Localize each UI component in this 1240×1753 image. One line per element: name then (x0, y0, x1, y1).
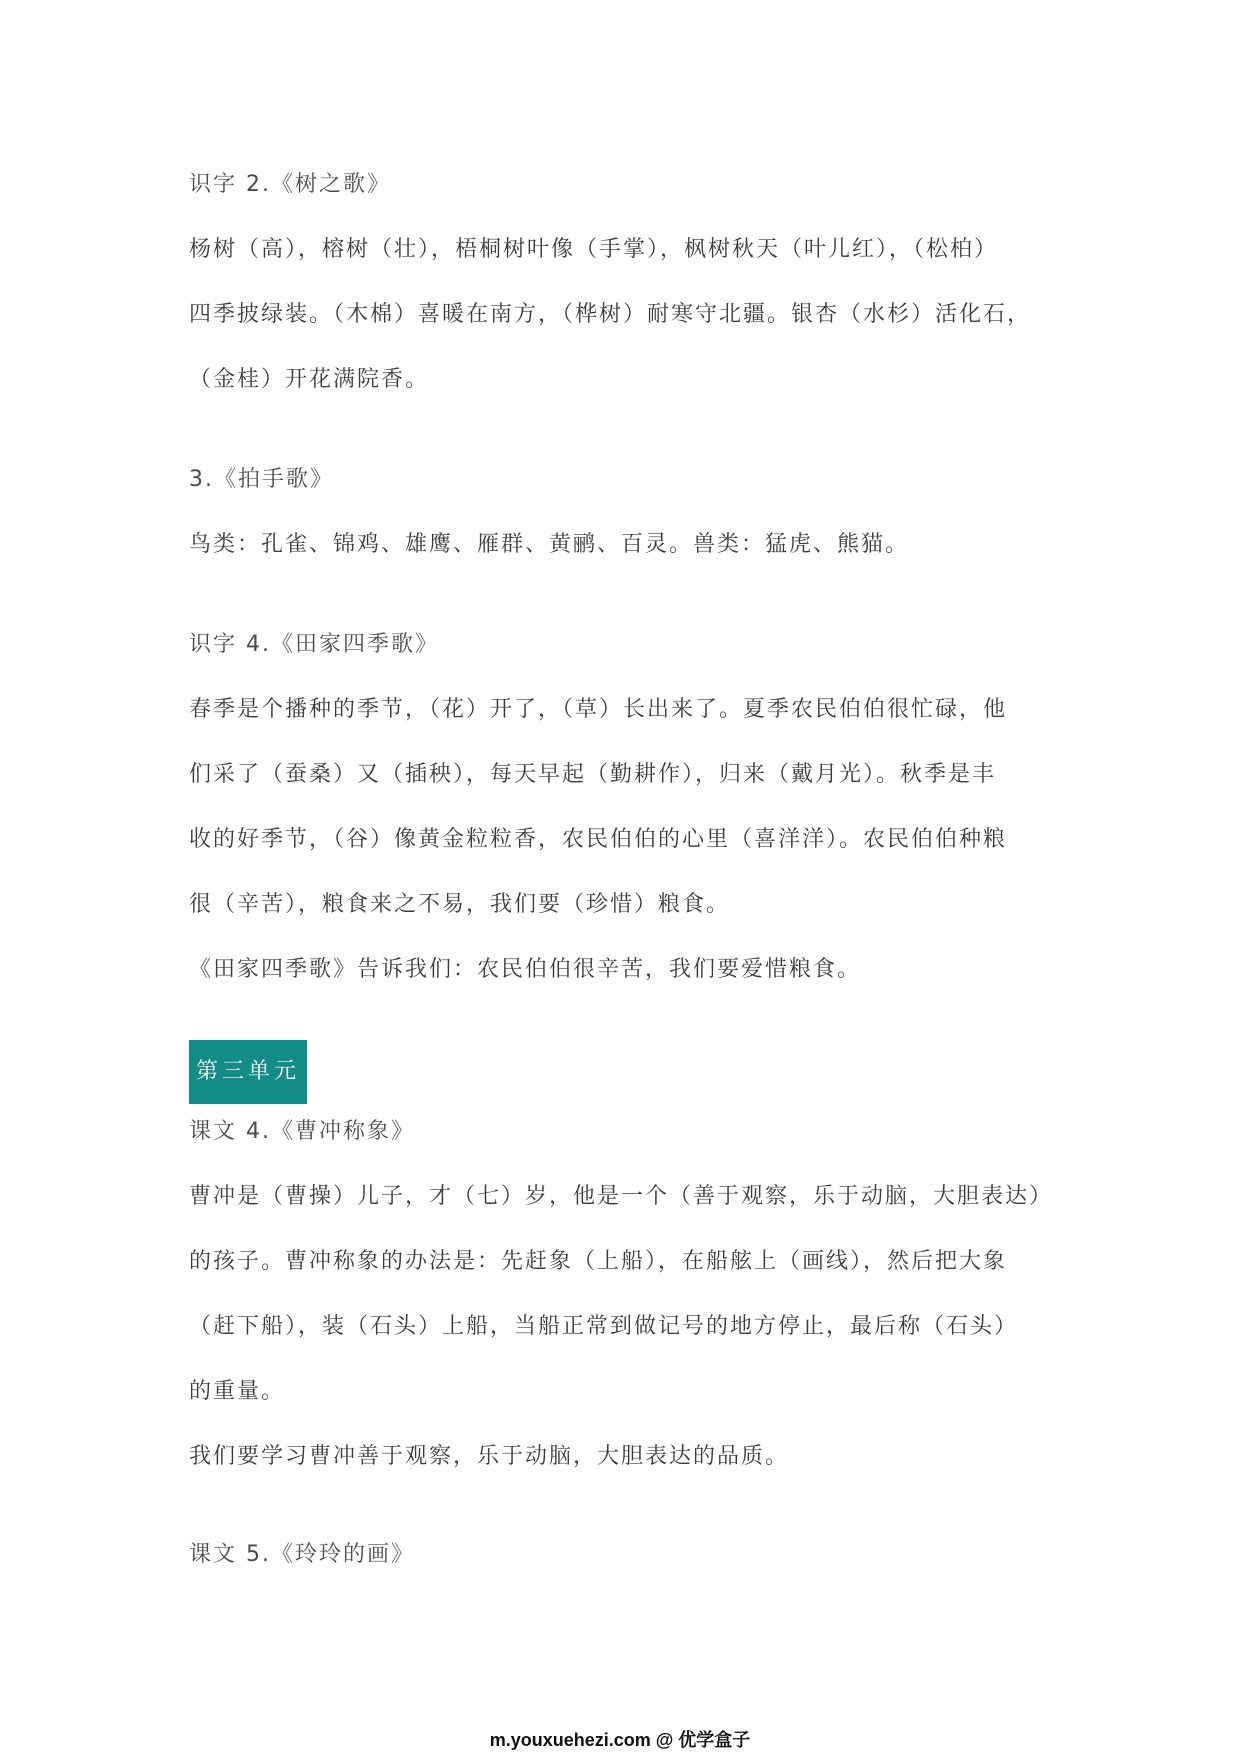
body-line: （赶下船），装（石头）上船，当船正常到做记号的地方停止，最后称（石头） (189, 1314, 1019, 1339)
section-heading: 识字 2.《树之歌》 (189, 172, 391, 197)
body-line: 四季披绿装。（木棉）喜暖在南方，（桦树）耐寒守北疆。银杏（水杉）活化石， (189, 302, 1032, 327)
section-heading: 课文 5.《玲玲的画》 (189, 1542, 415, 1567)
section-heading: 3.《拍手歌》 (189, 467, 334, 492)
body-line: 春季是个播种的季节，（花）开了，（草）长出来了。夏季农民伯伯很忙碌，他 (189, 697, 1008, 722)
body-line: 很（辛苦），粮食来之不易，我们要（珍惜）粮食。 (189, 892, 731, 917)
footer-watermark: m.youxuehezi.com @ 优学盒子 (489, 1730, 751, 1750)
section-heading: 课文 4.《曹冲称象》 (189, 1119, 415, 1144)
body-line: 鸟类：孔雀、锦鸡、雄鹰、雁群、黄鹂、百灵。兽类：猛虎、熊猫。 (189, 532, 910, 557)
body-line: 《田家四季歌》告诉我们：农民伯伯很辛苦，我们要爱惜粮食。 (189, 957, 862, 982)
body-line: 我们要学习曹冲善于观察，乐于动脑，大胆表达的品质。 (189, 1444, 790, 1469)
body-line: 们采了（蚕桑）又（插秧），每天早起（勤耕作），归来（戴月光）。秋季是丰 (189, 762, 997, 787)
body-line: 曹冲是（曹操）儿子，才（七）岁，他是一个（善于观察，乐于动脑，大胆表达） (189, 1184, 1054, 1209)
body-line: 杨树（高），榕树（壮），梧桐树叶像（手掌），枫树秋天（叶儿红），（松柏） (189, 237, 999, 262)
unit-badge: 第三单元 (189, 1040, 307, 1104)
section-heading: 识字 4.《田家四季歌》 (189, 632, 439, 657)
body-line: （金桂）开花满院香。 (189, 367, 430, 392)
body-line: 的重量。 (189, 1379, 286, 1404)
body-line: 收的好季节，（谷）像黄金粒粒香，农民伯伯的心里（喜洋洋）。农民伯伯种粮 (189, 827, 1008, 852)
body-line: 的孩子。曹冲称象的办法是：先赶象（上船），在船舷上（画线），然后把大象 (189, 1249, 1008, 1274)
